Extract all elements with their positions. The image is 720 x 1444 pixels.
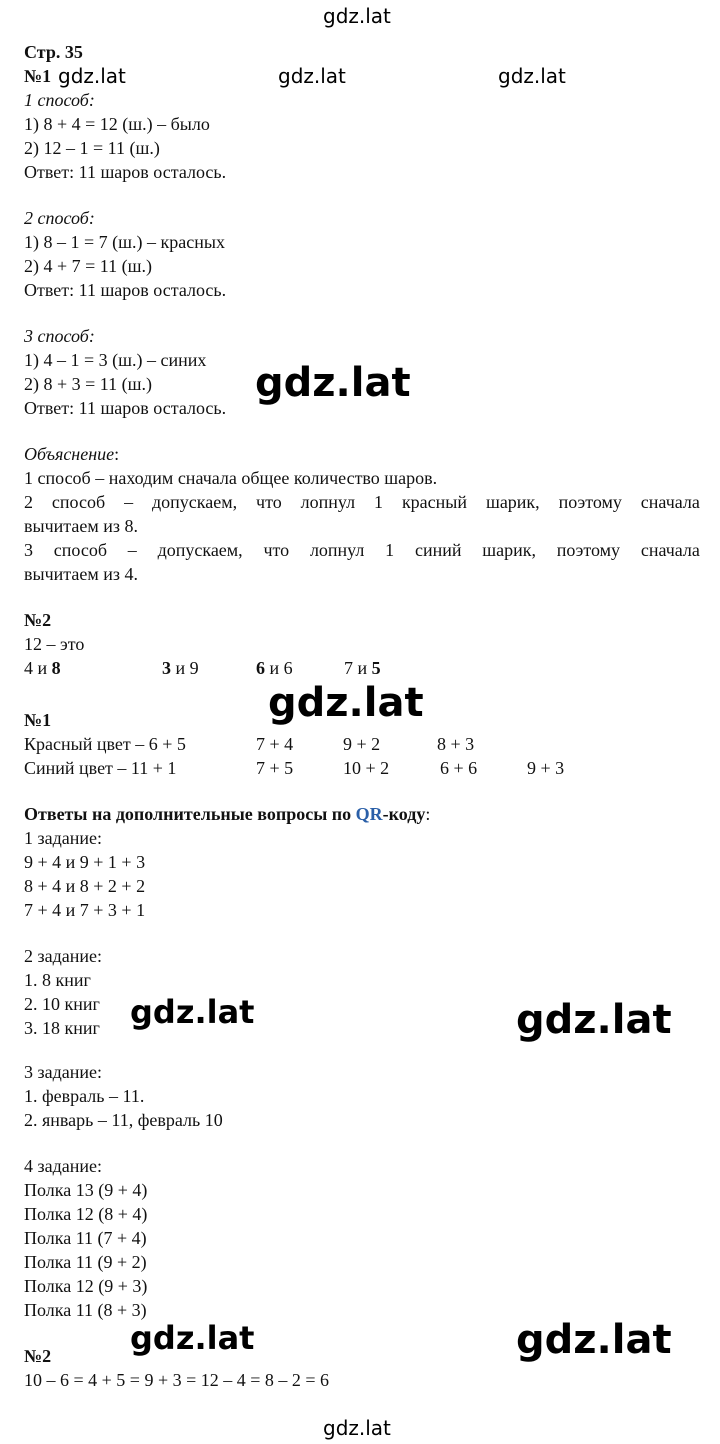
blue-color-row-label: Синий цвет – 11 + 1 <box>24 758 177 778</box>
subtask-title: 2 задание: <box>24 946 103 966</box>
explanation-title: Объяснение: <box>24 444 120 464</box>
solution-line: 2) 12 – 1 = 11 (ш.) <box>24 138 160 158</box>
task1-label: №1 <box>24 66 52 86</box>
subtask-line: 3. 18 книг <box>24 1018 100 1038</box>
watermark: gdz.lat <box>498 64 566 88</box>
subtask-line: Полка 11 (9 + 2) <box>24 1252 147 1272</box>
method-title: 1 способ: <box>24 90 95 110</box>
expression: 10 + 2 <box>343 758 390 778</box>
red-color-row-label: Красный цвет – 6 + 5 <box>24 734 186 754</box>
expression: 7 + 4 <box>256 734 294 754</box>
answer-line: Ответ: 11 шаров осталось. <box>24 280 227 300</box>
explanation-line: вычитаем из 8. <box>24 516 138 536</box>
expression: 8 + 3 <box>437 734 475 754</box>
explanation-line: 1 способ – находим сначала общее количество шаров. <box>24 468 438 488</box>
watermark-large: gdz.lat <box>268 680 424 726</box>
explanation-line: 3 способ – допускаем, что лопнул 1 синий шарик, поэтому сначала <box>24 540 700 560</box>
method-title: 3 способ: <box>24 326 95 346</box>
answer-line: Ответ: 11 шаров осталось. <box>24 162 227 182</box>
answer-line: Ответ: 11 шаров осталось. <box>24 398 227 418</box>
subtask-line: 2. январь – 11, февраль 10 <box>24 1110 223 1130</box>
equation-chain: 10 – 6 = 4 + 5 = 9 + 3 = 12 – 4 = 8 – 2 = 6 <box>24 1370 330 1390</box>
solution-line: 2) 4 + 7 = 11 (ш.) <box>24 256 152 276</box>
expression: 7 + 5 <box>256 758 294 778</box>
explanation-line: 2 способ – допускаем, что лопнул 1 красный шарик, поэтому сначала <box>24 492 700 512</box>
subtask-line: 7 + 4 и 7 + 3 + 1 <box>24 900 146 920</box>
subtask-line: 1. февраль – 11. <box>24 1086 145 1106</box>
qr-heading: Ответы на дополнительные вопросы по QR-коду: <box>24 804 431 824</box>
subtask-line: Полка 13 (9 + 4) <box>24 1180 148 1200</box>
watermark-large: gdz.lat <box>516 1317 672 1363</box>
watermark-large: gdz.lat <box>130 1319 255 1357</box>
number-pair: 6 и 6 <box>256 658 293 678</box>
task2-label: №2 <box>24 610 52 630</box>
number-pair: 7 и 5 <box>344 658 381 678</box>
expression: 9 + 3 <box>527 758 565 778</box>
subtask-title: 1 задание: <box>24 828 103 848</box>
subtask-line: Полка 11 (8 + 3) <box>24 1300 147 1320</box>
watermark: gdz.lat <box>278 64 346 88</box>
subtask-line: Полка 12 (8 + 4) <box>24 1204 148 1224</box>
subtask-line: 9 + 4 и 9 + 1 + 3 <box>24 852 146 872</box>
solution-line: 1) 8 – 1 = 7 (ш.) – красных <box>24 232 225 252</box>
number-pair: 4 и 8 <box>24 658 61 678</box>
task1b-label: №1 <box>24 710 52 730</box>
subtask-line: 1. 8 книг <box>24 970 91 990</box>
explanation-line: вычитаем из 4. <box>24 564 138 584</box>
number-pair: 3 и 9 <box>162 658 199 678</box>
watermark-large: gdz.lat <box>516 997 672 1043</box>
task2b-label: №2 <box>24 1346 52 1366</box>
watermark-large: gdz.lat <box>255 360 411 406</box>
solution-line: 1) 4 – 1 = 3 (ш.) – синих <box>24 350 207 370</box>
subtask-line: 8 + 4 и 8 + 2 + 2 <box>24 876 146 896</box>
solution-line: 1) 8 + 4 = 12 (ш.) – было <box>24 114 210 134</box>
qr-link-text: QR <box>355 804 383 824</box>
watermark-bottom: gdz.lat <box>323 1416 391 1440</box>
subtask-title: 3 задание: <box>24 1062 103 1082</box>
solution-line: 2) 8 + 3 = 11 (ш.) <box>24 374 152 394</box>
subtask-line: Полка 12 (9 + 3) <box>24 1276 148 1296</box>
method-title: 2 способ: <box>24 208 95 228</box>
expression: 6 + 6 <box>440 758 478 778</box>
watermark-top: gdz.lat <box>323 4 391 28</box>
subtask-title: 4 задание: <box>24 1156 103 1176</box>
subtask-line: Полка 11 (7 + 4) <box>24 1228 147 1248</box>
expression: 9 + 2 <box>343 734 381 754</box>
watermark: gdz.lat <box>58 64 126 88</box>
task2-intro: 12 – это <box>24 634 85 654</box>
page-header: Стр. 35 <box>24 42 83 62</box>
subtask-line: 2. 10 книг <box>24 994 100 1014</box>
watermark-large: gdz.lat <box>130 993 255 1031</box>
